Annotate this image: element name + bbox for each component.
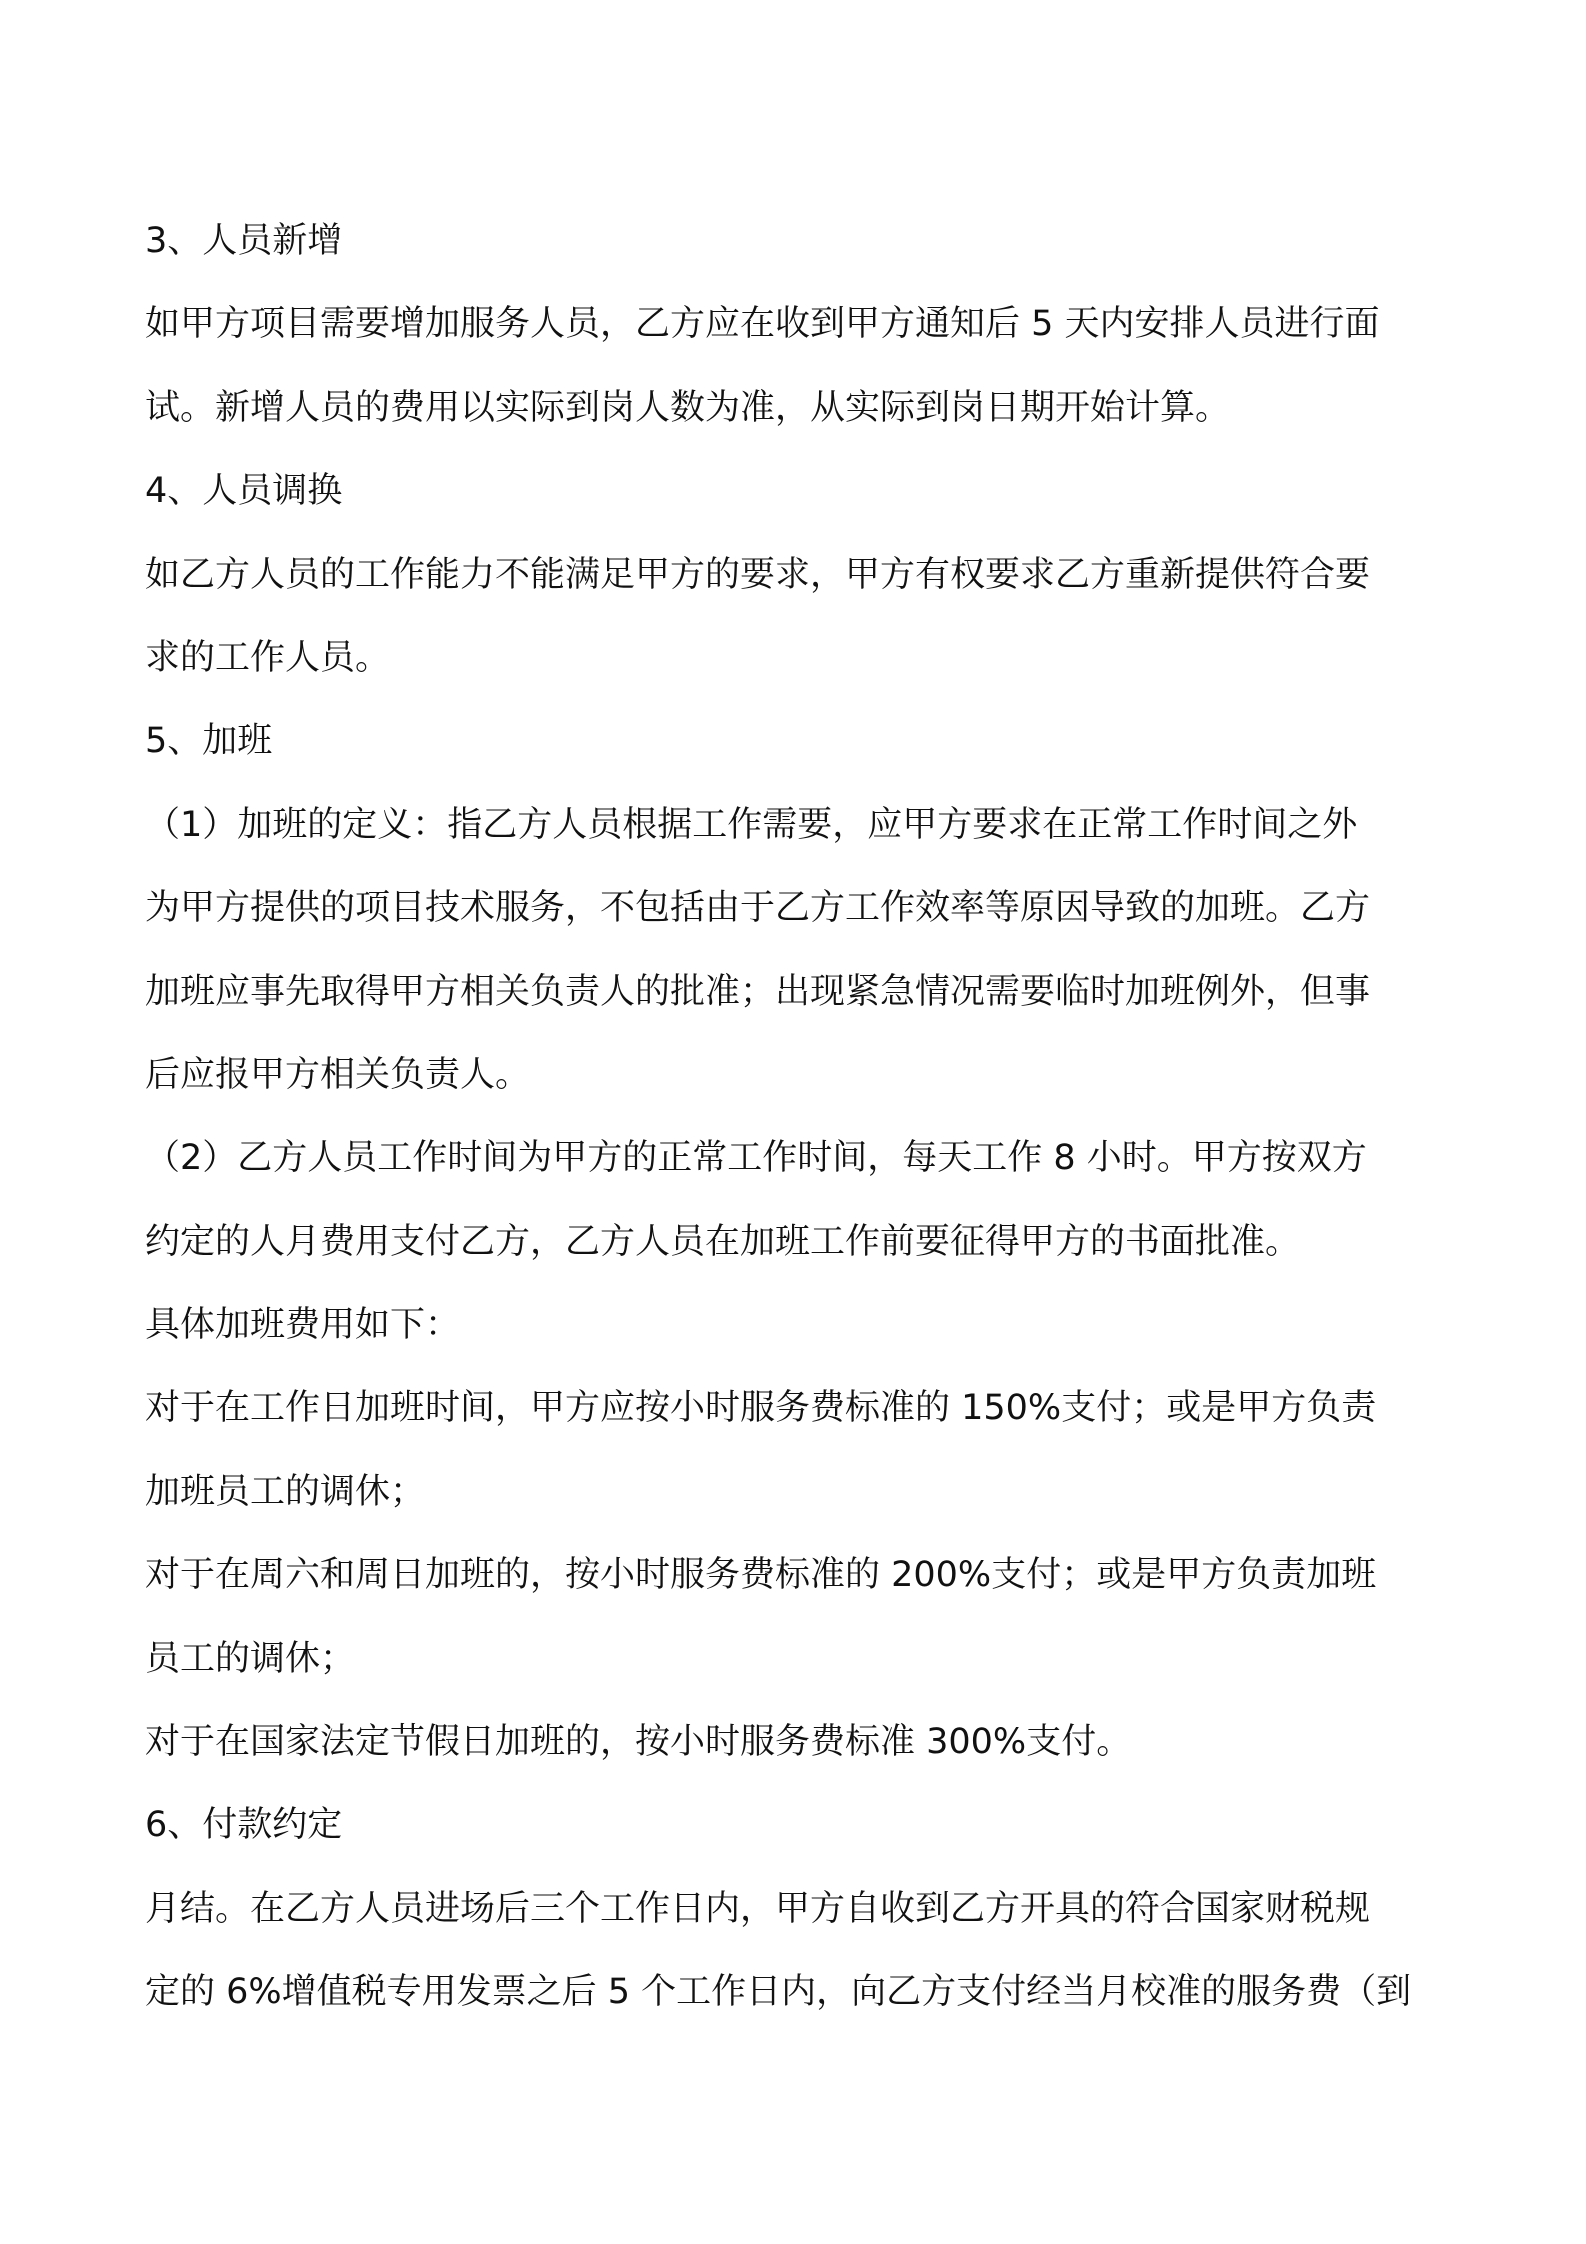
paragraph-line: 定的 6%增值税专用发票之后 5 个工作日内，向乙方支付经当月校准的服务费（到 (145, 1972, 1412, 2013)
paragraph-line: （1）加班的定义：指乙方人员根据工作需要，应甲方要求在正常工作时间之外 (145, 804, 1358, 845)
section-heading-payment-terms: 6、付款约定 (145, 1805, 343, 1846)
paragraph-line: 约定的人月费用支付乙方，乙方人员在加班工作前要征得甲方的书面批准。 (145, 1221, 1301, 1262)
paragraph-line: 后应报甲方相关负责人。 (145, 1054, 531, 1095)
paragraph-line: 求的工作人员。 (145, 637, 391, 678)
paragraph-line: 如乙方人员的工作能力不能满足甲方的要求，甲方有权要求乙方重新提供符合要 (145, 554, 1371, 595)
paragraph-line: 具体加班费用如下： (145, 1305, 461, 1346)
paragraph-line: 月结。在乙方人员进场后三个工作日内，甲方自收到乙方开具的符合国家财税规 (145, 1888, 1371, 1929)
paragraph-line: 加班员工的调休； (145, 1471, 426, 1512)
paragraph-line: 加班应事先取得甲方相关负责人的批准；出现紧急情况需要临时加班例外，但事 (145, 971, 1371, 1012)
paragraph-line: 如甲方项目需要增加服务人员，乙方应在收到甲方通知后 5 天内安排人员进行面 (145, 304, 1380, 345)
paragraph-line: （2）乙方人员工作时间为甲方的正常工作时间，每天工作 8 小时。甲方按双方 (145, 1138, 1367, 1179)
paragraph-line: 对于在工作日加班时间，甲方应按小时服务费标准的 150%支付；或是甲方负责 (145, 1388, 1377, 1429)
paragraph-line: 为甲方提供的项目技术服务，不包括由于乙方工作效率等原因导致的加班。乙方 (145, 888, 1371, 929)
section-heading-staff-addition: 3、人员新增 (145, 221, 343, 261)
section-heading-overtime: 5、加班 (145, 721, 273, 762)
paragraph-line: 对于在周六和周日加班的，按小时服务费标准的 200%支付；或是甲方负责加班 (145, 1555, 1377, 1596)
paragraph-line: 员工的调休； (145, 1638, 356, 1679)
paragraph-line: 试。新增人员的费用以实际到岗人数为准，从实际到岗日期开始计算。 (145, 387, 1231, 428)
section-heading-staff-replacement: 4、人员调换 (145, 471, 343, 512)
document-body (145, 200, 1445, 2035)
paragraph-line: 对于在国家法定节假日加班的，按小时服务费标准 300%支付。 (145, 1722, 1132, 1763)
